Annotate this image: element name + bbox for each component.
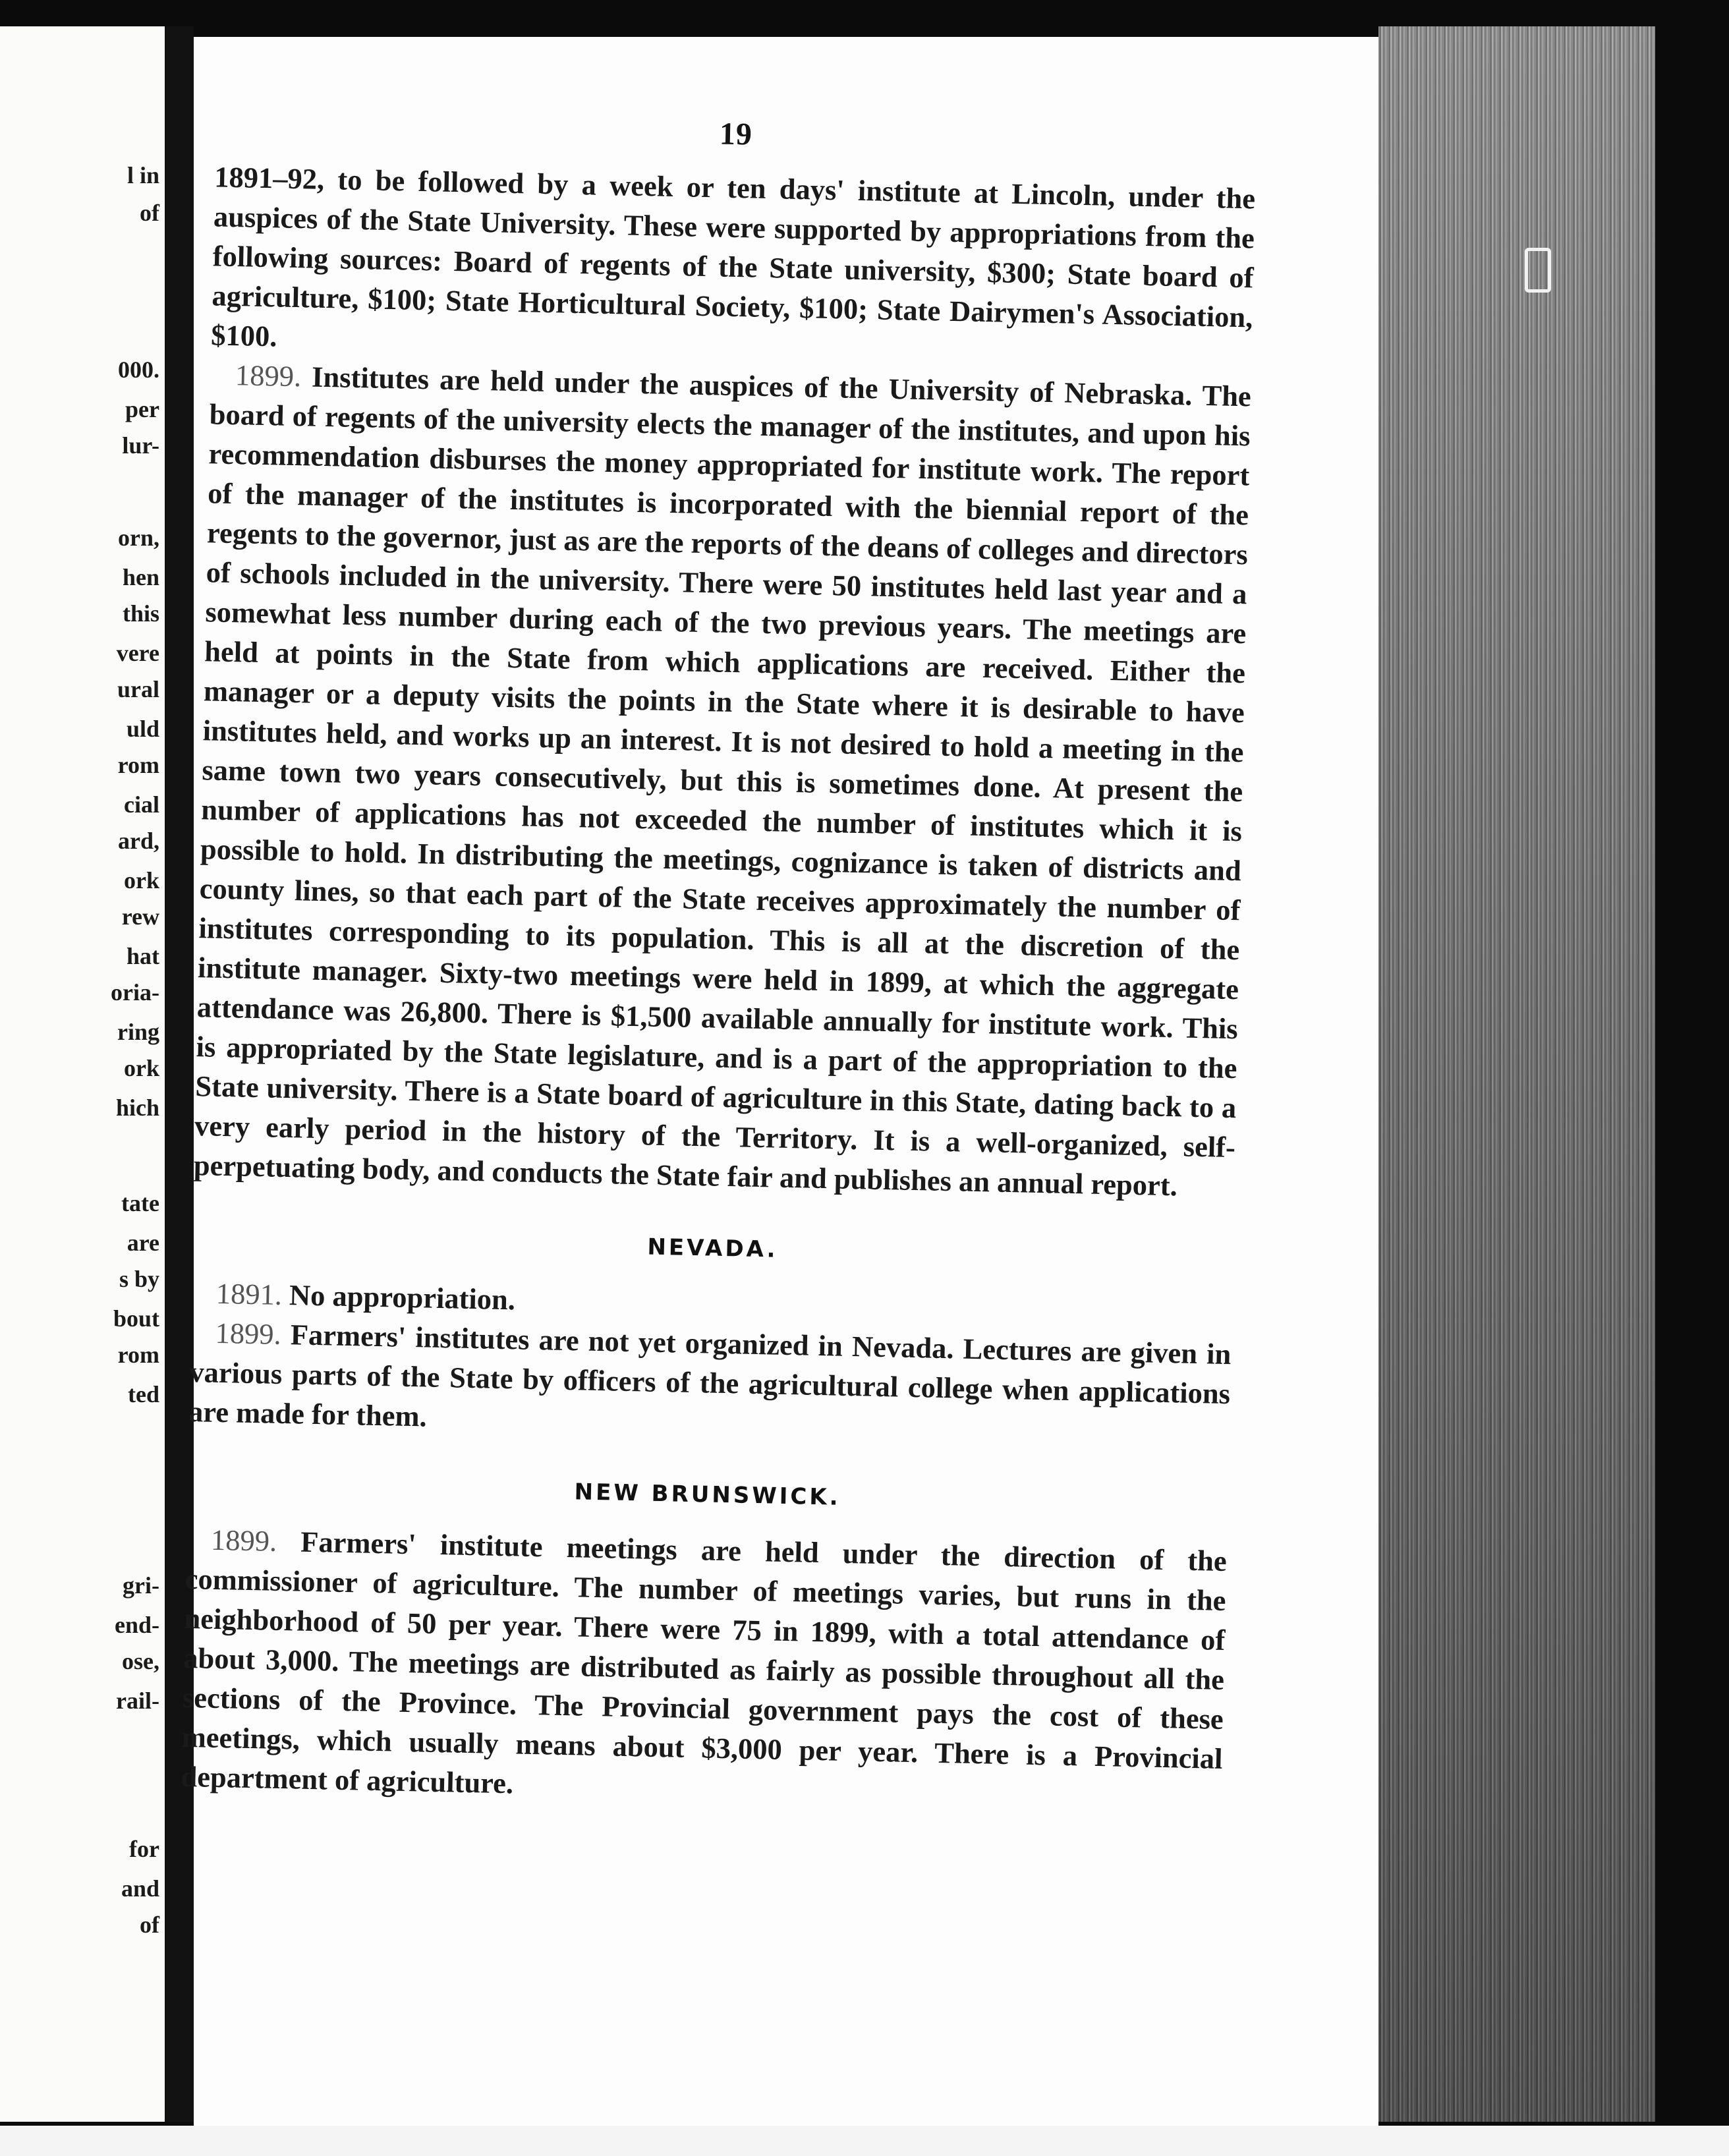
page-edges-stack	[1378, 26, 1655, 2122]
facing-page-fragment: ted	[128, 1381, 159, 1407]
facing-page-fragment: hich	[115, 1094, 159, 1121]
facing-page-fragment: for	[129, 1836, 159, 1862]
facing-page-fragment: uld	[126, 716, 159, 742]
year-label: 1899.	[235, 358, 302, 393]
paragraph-text: No appropriation.	[289, 1278, 516, 1317]
document-page	[181, 37, 1378, 2126]
facing-page-fragment: ork	[124, 867, 159, 894]
facing-page-fragment: ard,	[118, 828, 159, 854]
page-edges-shading	[1378, 26, 1655, 2122]
facing-page-fragment: vere	[116, 640, 159, 666]
facing-page-fragment: this	[122, 600, 159, 627]
facing-page-fragment: rom	[117, 752, 159, 778]
facing-page-fragment: s by	[119, 1266, 159, 1292]
facing-page-fragment: lur-	[122, 432, 159, 459]
paragraph-nebraska-1891: 1891–92, to be followed by a week or ten days' institute at Lincoln, under the auspices of the State University. These were supported by appropriations from the following sources: Board of regents of the State university, $300; State board of agriculture, $100; State Horticultural Society, $100; State Dairymen's Association, $100.	[210, 160, 1256, 353]
page-number: 19	[719, 116, 753, 152]
facing-page-fragment: orn,	[118, 525, 159, 551]
section-heading-new-brunswick: NEW BRUNSWICK.	[574, 1479, 841, 1511]
tab-marker-icon	[1525, 248, 1551, 293]
facing-page-fragment: bout	[113, 1305, 159, 1332]
facing-page-fragment: hat	[126, 943, 159, 969]
section-heading-nevada: NEVADA.	[647, 1234, 778, 1263]
facing-page-fragment: ose,	[122, 1648, 159, 1674]
facing-page-fragment: ural	[117, 676, 159, 702]
facing-page-fragment: and	[121, 1875, 159, 1902]
facing-page-fragment: rew	[121, 903, 159, 930]
facing-page-fragment: end-	[114, 1612, 159, 1638]
facing-page-left	[0, 26, 165, 2122]
year-label: 1891.	[215, 1276, 283, 1311]
facing-page-fragment: cial	[124, 791, 159, 818]
year-label: 1899.	[215, 1316, 282, 1351]
facing-page-fragment: l in	[127, 162, 159, 188]
facing-page-fragment: tate	[121, 1190, 159, 1216]
facing-page-fragment: of	[140, 200, 159, 226]
facing-page-fragment: rom	[117, 1342, 159, 1368]
paragraph-nebraska-1899	[193, 355, 1251, 1206]
year-label: 1899.	[210, 1523, 277, 1558]
paragraph-new-brunswick-1899	[181, 1519, 1227, 1818]
facing-page-fragment: ork	[124, 1055, 159, 1081]
facing-page-fragment: ring	[117, 1019, 159, 1045]
paragraph-text: Farmers' institutes are not yet organized in Nevada. Lectures are given in various parts of the State by officers of the agricultural college when applications are made for them.	[188, 1318, 1232, 1433]
scan-bottom-edge	[0, 2126, 1729, 2156]
facing-page-fragment: are	[127, 1230, 159, 1256]
paragraph-nevada-1899	[188, 1313, 1232, 1453]
facing-page-fragment: of	[140, 1912, 159, 1938]
facing-page-fragment: hen	[122, 564, 159, 590]
paragraph-text: Institutes are held under the auspices of the University of Nebraska. The board of regents of the university elects the manager of the institutes, and upon his recommendation disburses the money appropriated for institute work. The report of the manager of the institutes is incorporated with the biennial report of the regents to the governor, just as are the reports of the deans of colleges and directors of schools included in the university. There were 50 institutes held last year and a somewhat less number during each of the two previous years. The meetings are held at points in the State from which applications are received. Either the manager or a deputy visits the points in the State where it is desirable to have institutes held, and works up an interest. It is not desired to hold a meeting in the same town two years consecutively, but this is sometimes done. At present the number of applications has not exceeded the number of institutes which it is possible to hold. In distributing the meetings, cognizance is taken of districts and county lines, so that each part of the State receives approximately the number of institutes corresponding to its population. This is all at the discretion of the institute manager. Sixty-two meetings were held in 1899, at which the aggregate attendance was 26,800. There is $1,500 available annually for institute work. This is appropriated by the State legislature, and is a part of the appropriation to the State university. There is a State board of agriculture in this State, dating back to a very early period in the history of the Territory. It is a well-organized, self-perpetuating body, and conducts the State fair and publishes an annual report.	[193, 360, 1252, 1203]
facing-page-fragment: 000.	[118, 356, 159, 383]
facing-page-fragment: gri-	[123, 1572, 159, 1599]
facing-page-fragment: rail-	[116, 1688, 159, 1714]
facing-page-fragment: per	[125, 396, 159, 422]
page-text-block	[174, 26, 1259, 2136]
paragraph-text: Farmers' institute meetings are held under the direction of the commissioner of agriculture. The number of meetings varies, but runs in the neighborhood of 50 per year. There were 75 in 1899, with a total attendance of about 3,000. The meetings are distributed as fairly as possible throughout all the sections of the Province. The Provincial government pays the cost of these meetings, which usually means about $3,000 per year. There is a Provincial department of agriculture.	[181, 1525, 1228, 1800]
facing-page-fragment: oria-	[111, 979, 159, 1006]
